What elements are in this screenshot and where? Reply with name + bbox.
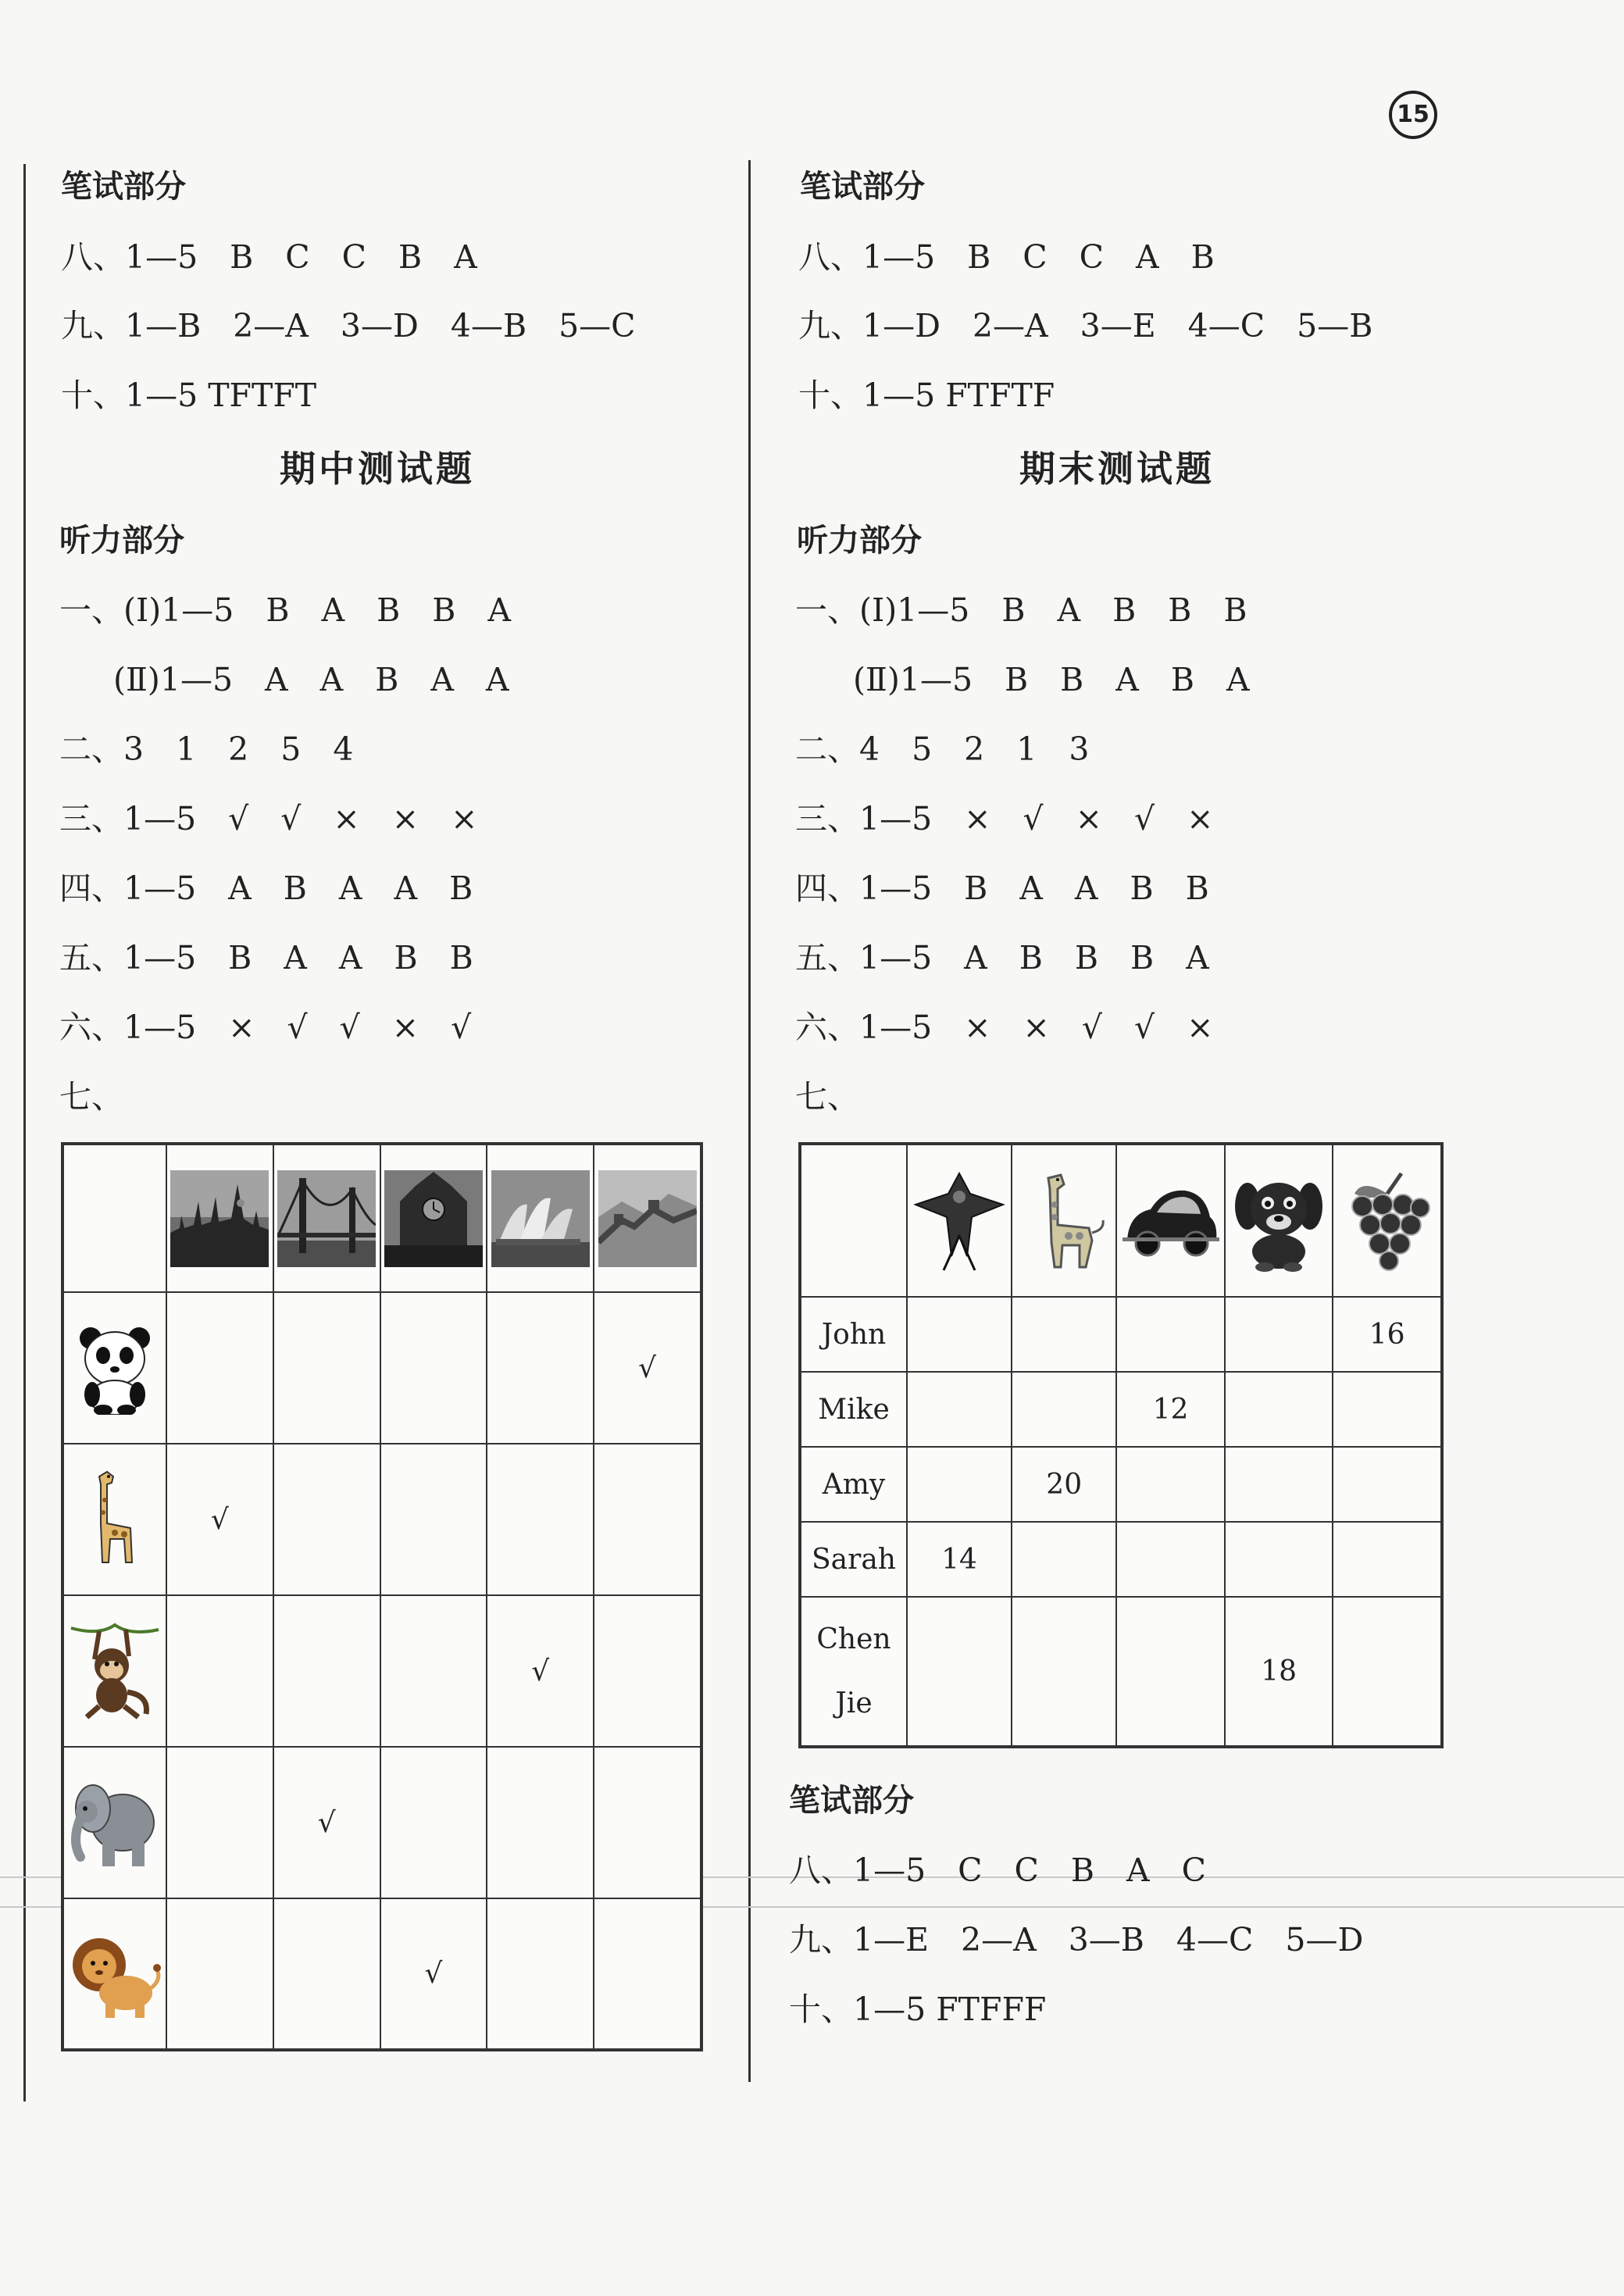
table-header-cell <box>1225 1144 1333 1297</box>
number-cell <box>907 1447 1012 1522</box>
left-listening-heading: 听力部分 <box>59 523 184 559</box>
name-line: Jie <box>835 1687 873 1719</box>
right-written-line-8: 八、1—5 B C C A B <box>798 238 1215 276</box>
match-cell <box>594 1898 701 2050</box>
match-cell: √ <box>594 1292 701 1444</box>
number-cell <box>1333 1597 1442 1747</box>
number-cell <box>907 1297 1012 1372</box>
right-listening-heading: 听力部分 <box>797 523 922 559</box>
name-cell: Mike <box>800 1372 907 1447</box>
right-written-line-10: 十、1—5 FTFTF <box>798 377 1055 414</box>
table-header-cell <box>594 1144 701 1292</box>
match-cell <box>273 1595 380 1747</box>
table-header-cell <box>273 1144 380 1292</box>
kite-icon <box>912 1170 1006 1272</box>
center-divider-line <box>748 160 751 2082</box>
match-cell <box>273 1898 380 2050</box>
name-cell: John <box>800 1297 907 1372</box>
left-listening-line: 六、1—5 × √ √ × √ <box>59 1009 472 1046</box>
match-cell: √ <box>166 1444 273 1595</box>
left-listening-line: (Ⅱ)1—5 A A B A A <box>113 661 509 698</box>
right-listening-line: 五、1—5 A B B B A <box>795 939 1209 977</box>
number-cell <box>1116 1597 1225 1747</box>
number-cell <box>1012 1297 1116 1372</box>
left-section-title: 期中测试题 <box>280 448 475 490</box>
table-header-cell <box>1012 1144 1116 1297</box>
match-cell <box>594 1444 701 1595</box>
elephant-icon <box>68 1774 162 1871</box>
left-listening-line: 七、 <box>59 1078 123 1116</box>
right-written2-line-8: 八、1—5 C C B A C <box>789 1851 1207 1889</box>
right-written2-heading: 笔试部分 <box>789 1783 914 1819</box>
left-listening-line: 二、3 1 2 5 4 <box>59 730 354 768</box>
match-cell <box>166 1898 273 2050</box>
match-cell <box>166 1747 273 1898</box>
number-cell <box>907 1372 1012 1447</box>
left-listening-line: 一、(Ⅰ)1—5 B A B B A <box>59 591 511 629</box>
toy-dog-icon <box>1230 1170 1327 1272</box>
right-matching-table <box>798 1142 1444 1748</box>
panda-icon <box>72 1321 158 1415</box>
monkey-icon <box>68 1620 162 1722</box>
table-corner-cell <box>800 1144 907 1297</box>
lion-icon <box>66 1926 163 2023</box>
name-cell <box>800 1597 907 1747</box>
right-listening-line: 一、(Ⅰ)1—5 B A B B B <box>795 591 1247 629</box>
number-cell <box>907 1597 1012 1747</box>
match-cell: √ <box>487 1595 594 1747</box>
left-written-line-8: 八、1—5 B C C B A <box>61 238 477 276</box>
table-row-icon-cell <box>62 1292 166 1444</box>
match-cell <box>166 1595 273 1747</box>
match-cell <box>487 1898 594 2050</box>
number-cell <box>1116 1522 1225 1597</box>
toy-giraffe-icon <box>1017 1170 1111 1272</box>
table-corner-cell <box>62 1144 166 1292</box>
left-listening-line: 三、1—5 √ √ × × × <box>59 800 478 837</box>
giraffe-icon <box>84 1469 146 1570</box>
match-cell <box>594 1747 701 1898</box>
table-header-cell <box>907 1144 1012 1297</box>
table-header-cell <box>1333 1144 1442 1297</box>
table-row-icon-cell <box>62 1747 166 1898</box>
match-cell: √ <box>273 1747 380 1898</box>
name-cell: Amy <box>800 1447 907 1522</box>
right-listening-line: 二、4 5 2 1 3 <box>795 730 1090 768</box>
car-icon <box>1123 1178 1219 1264</box>
number-cell <box>1225 1372 1333 1447</box>
table-header-cell <box>166 1144 273 1292</box>
grapes-icon <box>1339 1170 1436 1272</box>
match-cell <box>487 1292 594 1444</box>
name-line: Chen <box>816 1623 891 1655</box>
right-listening-line: 四、1—5 B A A B B <box>795 869 1209 907</box>
number-cell <box>1333 1447 1442 1522</box>
number-cell: 18 <box>1225 1597 1333 1747</box>
table-row-icon-cell <box>62 1898 166 2050</box>
table-row-icon-cell <box>62 1595 166 1747</box>
number-cell <box>1333 1522 1442 1597</box>
great-wall-photo <box>598 1170 697 1267</box>
match-cell <box>487 1444 594 1595</box>
match-cell <box>380 1747 487 1898</box>
number-cell <box>1333 1372 1442 1447</box>
right-listening-line: 三、1—5 × √ × √ × <box>795 800 1214 837</box>
match-cell <box>380 1292 487 1444</box>
table-header-cell <box>1116 1144 1225 1297</box>
match-cell <box>380 1595 487 1747</box>
match-cell: √ <box>380 1898 487 2050</box>
right-written2-line-10: 十、1—5 FTFFF <box>789 1991 1047 2028</box>
table-row-icon-cell <box>62 1444 166 1595</box>
right-listening-line: (Ⅱ)1—5 B B A B A <box>853 661 1250 698</box>
left-matching-table <box>61 1142 703 2051</box>
right-written-heading: 笔试部分 <box>800 169 925 205</box>
left-margin-line <box>23 164 26 2101</box>
number-cell: 16 <box>1333 1297 1442 1372</box>
table-header-cell <box>487 1144 594 1292</box>
number-cell <box>1116 1447 1225 1522</box>
match-cell <box>273 1444 380 1595</box>
left-written-line-9: 九、1—B 2—A 3—D 4—B 5—C <box>61 307 636 345</box>
number-cell: 14 <box>907 1522 1012 1597</box>
left-listening-line: 五、1—5 B A A B B <box>59 939 473 977</box>
number-cell <box>1225 1297 1333 1372</box>
match-cell <box>380 1444 487 1595</box>
match-cell <box>273 1292 380 1444</box>
left-listening-line: 四、1—5 A B A A B <box>59 869 473 907</box>
table-header-cell <box>380 1144 487 1292</box>
name-cell: Sarah <box>800 1522 907 1597</box>
number-cell <box>1012 1597 1116 1747</box>
number-cell: 12 <box>1116 1372 1225 1447</box>
number-cell <box>1012 1522 1116 1597</box>
number-cell <box>1225 1522 1333 1597</box>
golden-gate-photo <box>277 1170 376 1267</box>
right-written2-line-9: 九、1—E 2—A 3—B 4—C 5—D <box>789 1921 1364 1959</box>
right-listening-line: 七、 <box>795 1078 859 1116</box>
sydney-opera-house-photo <box>491 1170 590 1267</box>
page-number: 15 <box>1389 91 1437 139</box>
london-photo <box>170 1170 269 1267</box>
match-cell <box>487 1747 594 1898</box>
big-ben-photo <box>384 1170 483 1267</box>
number-cell: 20 <box>1012 1447 1116 1522</box>
number-cell <box>1116 1297 1225 1372</box>
number-cell <box>1012 1372 1116 1447</box>
right-listening-line: 六、1—5 × × √ √ × <box>795 1009 1214 1046</box>
match-cell <box>594 1595 701 1747</box>
left-written-heading: 笔试部分 <box>61 169 186 205</box>
number-cell <box>1225 1447 1333 1522</box>
right-written-line-9: 九、1—D 2—A 3—E 4—C 5—B <box>798 307 1373 345</box>
right-section-title: 期末测试题 <box>1019 448 1215 490</box>
match-cell <box>166 1292 273 1444</box>
left-written-line-10: 十、1—5 TFTFT <box>61 377 317 414</box>
